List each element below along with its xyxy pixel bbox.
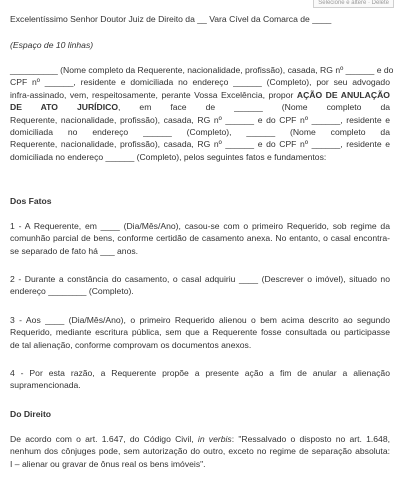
- law-line-3: I – alienar ou gravar de ônus real os bens imóveis".: [10, 458, 206, 469]
- law-line-1: De acordo com o art. 1.647, do Código Civil, in verbis: "Ressalvado o disposto no art. 1.648,: [10, 434, 390, 444]
- addressee-header: Excelentíssimo Senhor Doutor Juiz de Direito da __ Vara Cível da Comarca de ____: [10, 14, 332, 24]
- fact-paragraph-1: 1 - A Requerente, em ____ (Dia/Mês/Ano), casou-se com o primeiro Requerido, sob regime da comunhão parcial de bens, conforme certidão de casamento anexa. No entanto, o casal encontra- se separado de fato há ___ anos.: [10, 221, 390, 256]
- intro-line-5: Requerente, nacionalidade, profissão), casada, RG nº ______ e do CPF nº ______, residente e: [10, 114, 390, 125]
- intro-line-6: domiciliada no endereço ______ (Completo), ______ (Nome completo da: [10, 127, 390, 138]
- section-heading-direito: Do Direito: [10, 409, 52, 419]
- spacing-note: (Espaço de 10 linhas): [10, 40, 94, 50]
- action-title-cont: DE ATO JURÍDICO: [10, 102, 119, 113]
- fact-paragraph-2: 2 - Durante a constância do casamento, o casal adquiriu ____ (Descrever o imóvel), situado no endereço ________ (Completo).: [10, 274, 390, 297]
- law-line-2: nenhum dos cônjuges pode, sem autorização do outro, exceto no regime de separação absoluta:: [10, 446, 390, 457]
- intro-line-1: __________ (Nome completo da Requerente, nacionalidade, profissão), casada, RG nº ______ e do: [10, 65, 394, 75]
- action-title: AÇÃO DE ANULAÇÃO: [296, 89, 390, 100]
- intro-line-2: CPF nº ______, residente e domiciliada no endereço ______ (Completo), por seu advogado: [10, 77, 390, 88]
- fact-paragraph-4: 4 - Por esta razão, a Requerente propõe a presente ação a fim de anular a alienação supramencionada.: [10, 368, 390, 391]
- intro-line-4: DE ATO JURÍDICO, em face de ______ (Nome completo da: [10, 102, 391, 113]
- law-paragraph-1: [10, 433, 390, 470]
- intro-line-8: domiciliada no endereço ______ (Completo), pelos seguintes fatos e fundamentos:: [10, 151, 327, 162]
- intro-paragraph: [10, 64, 394, 163]
- section-heading-fatos: Dos Fatos: [10, 196, 52, 206]
- selection-hint-tab[interactable]: Selecione e altere · Delete: [313, 0, 394, 8]
- fact-paragraph-3: 3 - Aos ____ (Dia/Mês/Ano), o primeiro Requerido alienou o bem acima descrito ao segundo Requerido, mediante escritura pública, sem que a Requerente fosse consultada ou participasse de tal alienação, conforme comprovam os documentos anexos.: [10, 315, 390, 350]
- intro-line-7: Requerente, nacionalidade, profissão), casada, RG nº ______ e do CPF nº ______, residente e: [10, 139, 390, 150]
- intro-line-3: infra-assinado, vem, respeitosamente, perante Vossa Excelência, propor AÇÃO DE ANULAÇÃO: [10, 89, 390, 100]
